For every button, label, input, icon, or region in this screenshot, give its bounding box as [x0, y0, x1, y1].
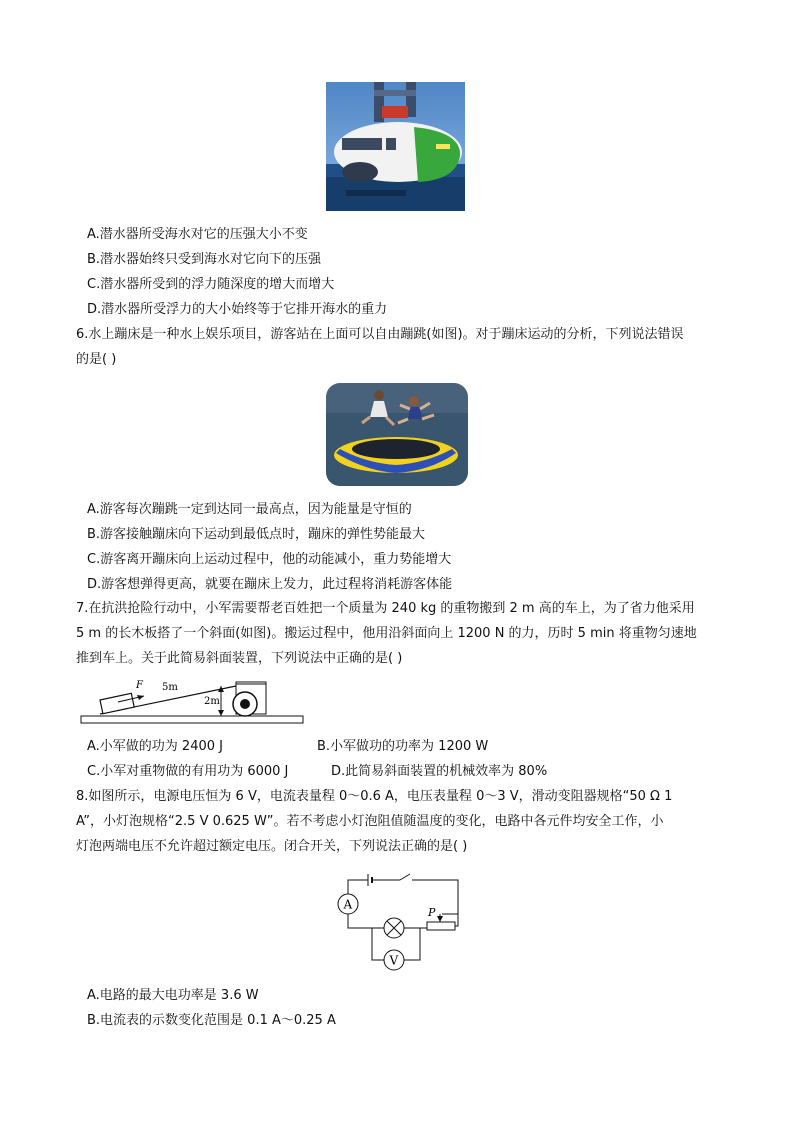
q7-stem-line1: 7.在抗洪抢险行动中，小军需要帮老百姓把一个质量为 240 kg 的重物搬到 2 m 高的车上，为了省力他采用 [76, 601, 695, 616]
q7-option-b: B.小军做功的功率为 1200 W [317, 739, 489, 754]
q5-option-b: B.潜水器始终只受到海水对它向下的压强 [87, 252, 322, 267]
q6-option-b: B.游客接触蹦床向下运动到最低点时，蹦床的弹性势能最大 [87, 527, 426, 542]
submersible-photo [326, 82, 465, 211]
q7-option-c: C.小军对重物做的有用功为 6000 J [87, 764, 289, 779]
q8-option-b: B.电流表的示数变化范围是 0.1 A～0.25 A [87, 1013, 336, 1028]
slider-label: P [428, 906, 436, 919]
height-label: 2m [204, 696, 220, 707]
q5-option-a: A.潜水器所受海水对它的压强大小不变 [87, 227, 308, 242]
voltmeter-label: V [389, 953, 399, 968]
force-label: F [136, 680, 143, 691]
circuit-diagram [332, 870, 462, 974]
q7-option-a: A.小军做的功为 2400 J [87, 739, 223, 754]
q6-option-d: D.游客想弹得更高，就要在蹦床上发力，此过程将消耗游客体能 [87, 577, 453, 592]
q7-stem-line2: 5 m 的长木板搭了一个斜面(如图)。搬运过程中，他用沿斜面向上 1200 N 的力，历时 5 min 将重物匀速地 [76, 626, 697, 641]
q8-stem-line1: 8.如图所示，电源电压恒为 6 V，电流表量程 0～0.6 A，电压表量程 0～3 V，滑动变阻器规格“50 Ω 1 [76, 789, 673, 804]
q6-option-c: C.游客离开蹦床向上运动过程中，他的动能减小，重力势能增大 [87, 552, 452, 567]
q6-option-a: A.游客每次蹦跳一定到达同一最高点，因为能量是守恒的 [87, 502, 412, 517]
q6-stem-line1: 6.水上蹦床是一种水上娱乐项目，游客站在上面可以自由蹦跳(如图)。对于蹦床运动的分析，下列说法错误 [76, 327, 684, 342]
q5-option-c: C.潜水器所受到的浮力随深度的增大而增大 [87, 277, 335, 292]
q8-option-a: A.电路的最大电功率是 3.6 W [87, 988, 259, 1003]
ammeter-label: A [343, 897, 353, 912]
q7-stem-line3: 推到车上。关于此简易斜面装置，下列说法中正确的是( ) [76, 651, 403, 666]
q8-stem-line3: 灯泡两端电压不允许超过额定电压。闭合开关，下列说法正确的是( ) [76, 839, 468, 854]
trampoline-photo [326, 383, 468, 486]
q6-stem-line2: 的是( ) [76, 352, 117, 367]
q8-stem-line2: A”，小灯泡规格“2.5 V 0.625 W”。若不考虑小灯泡阻值随温度的变化，电路中各元件均安全工作，小 [76, 814, 664, 829]
q5-option-d: D.潜水器所受浮力的大小始终等于它排开海水的重力 [87, 302, 388, 317]
incline-figure [80, 674, 306, 726]
slope-label: 5m [162, 682, 178, 693]
q7-option-d: D.此简易斜面装置的机械效率为 80% [331, 764, 548, 779]
